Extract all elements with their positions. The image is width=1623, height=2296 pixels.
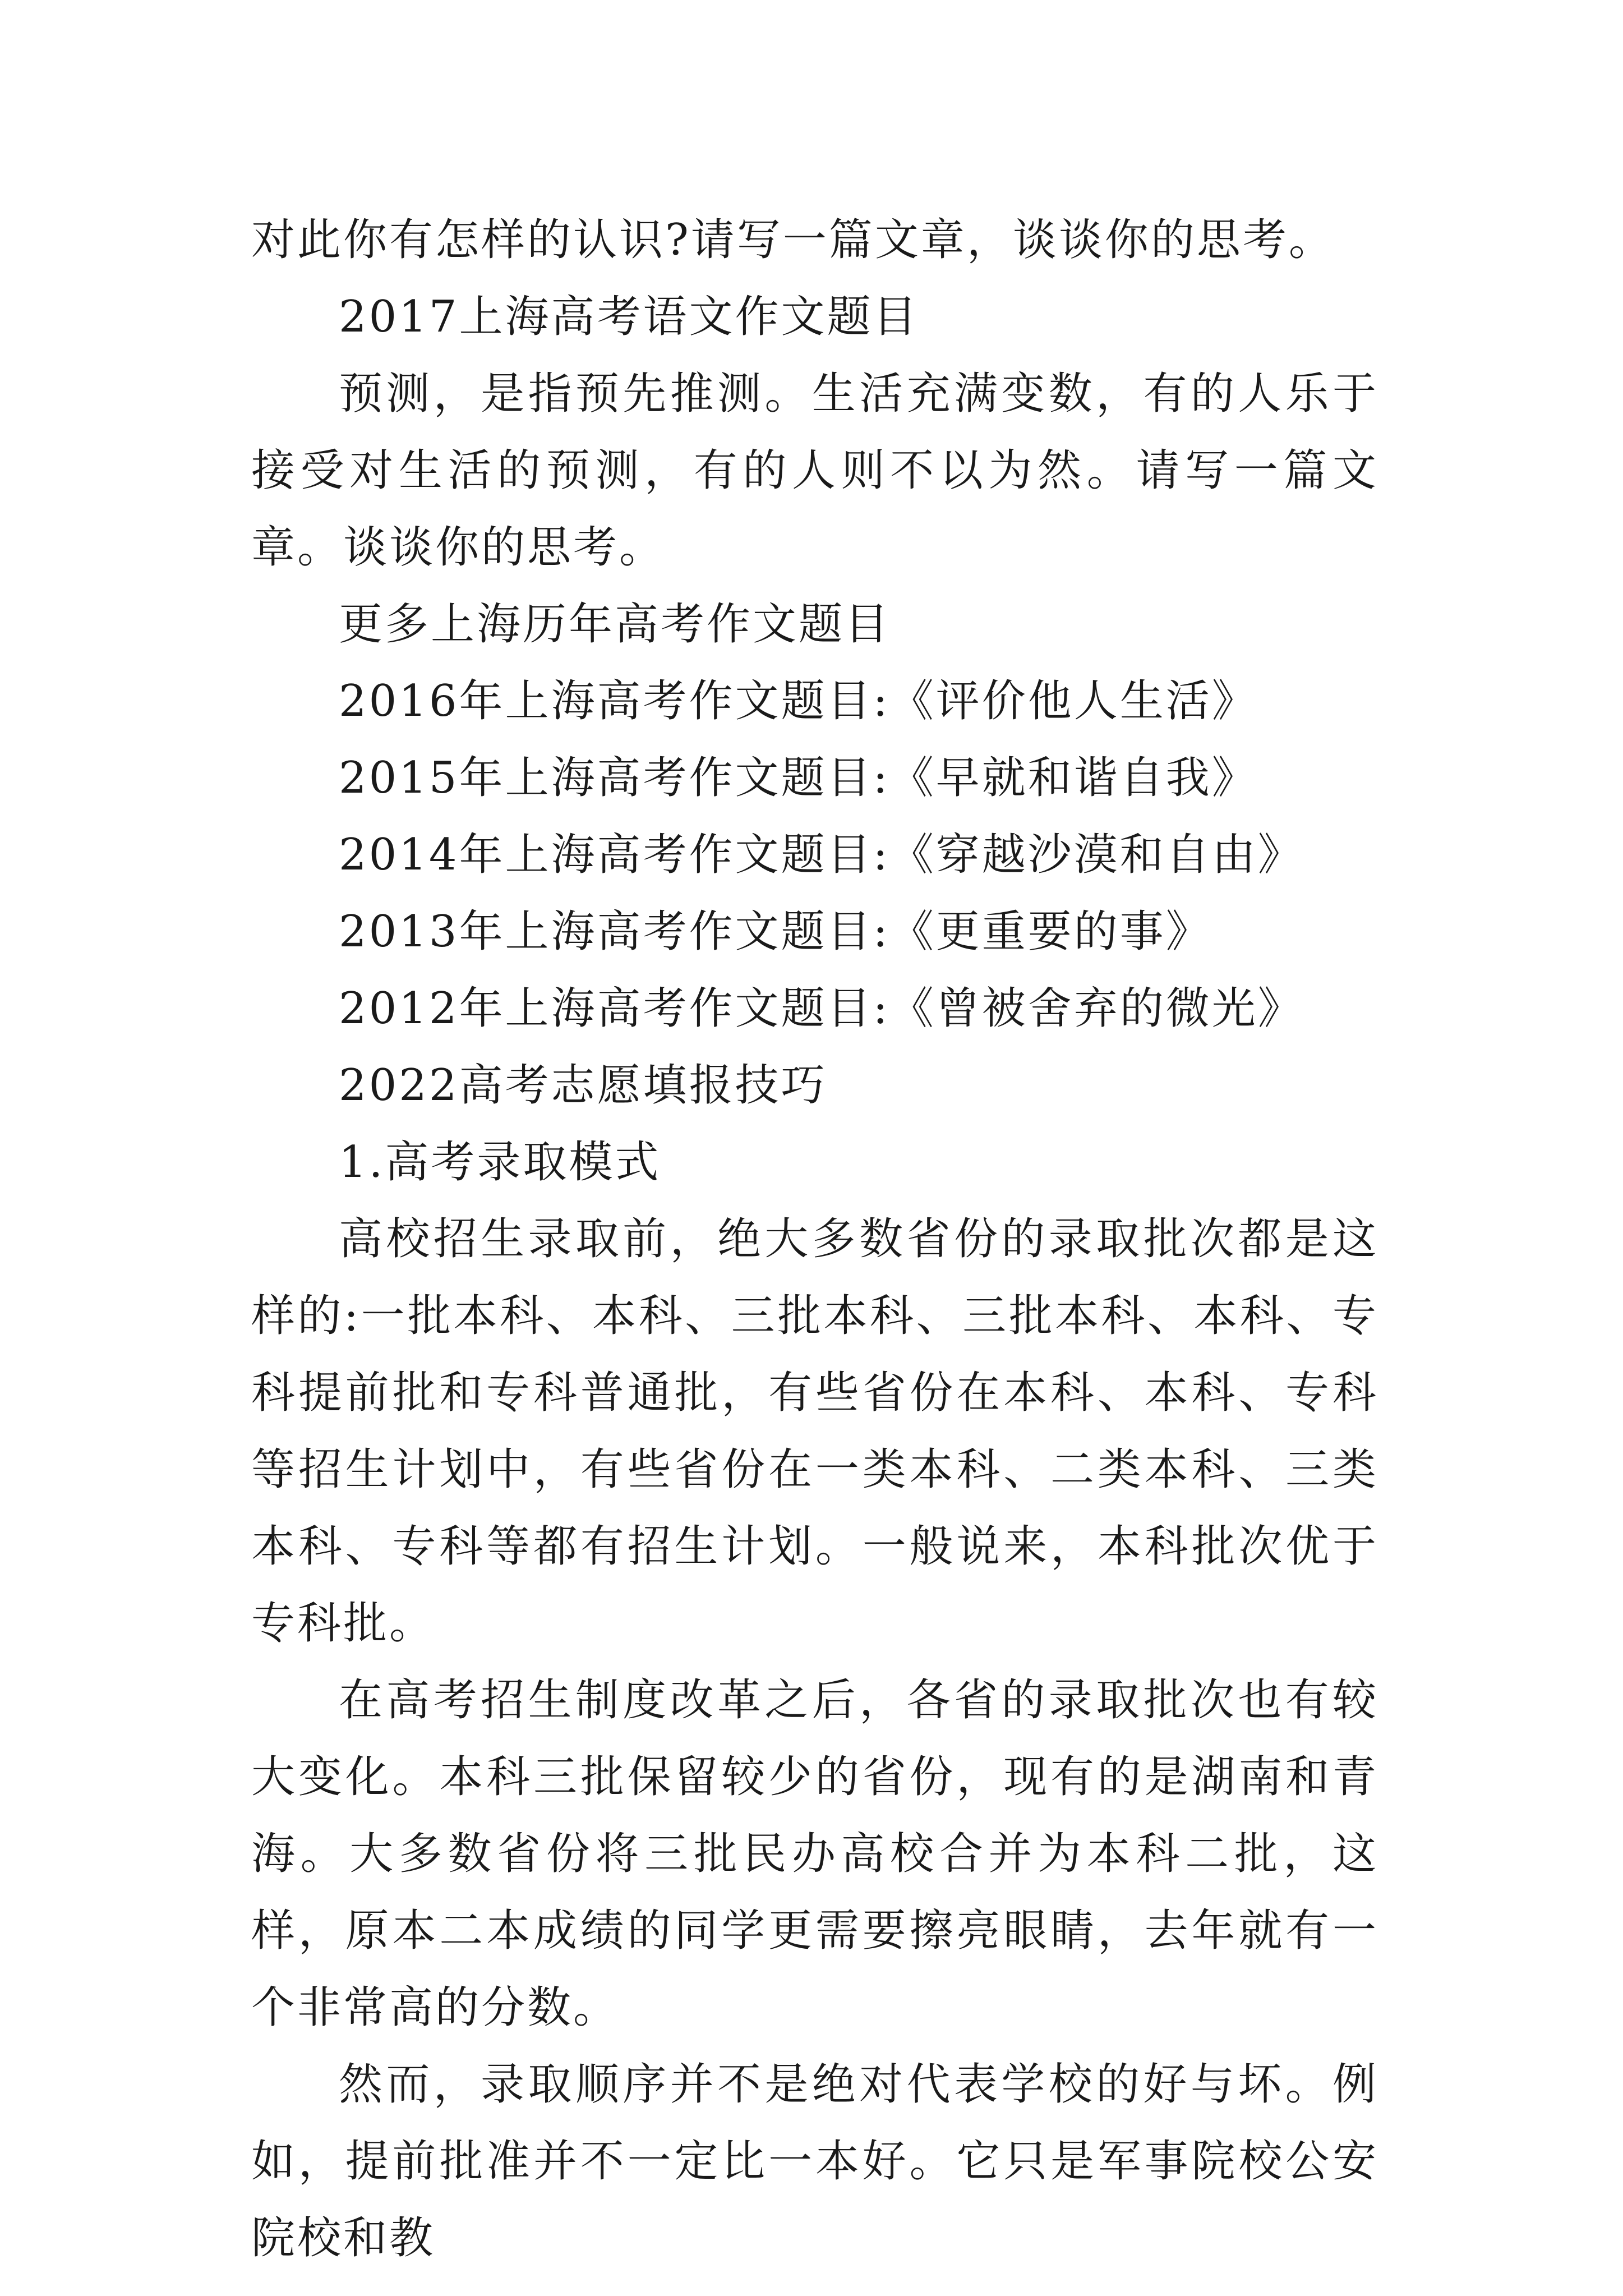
- heading-admission-mode: 1.高考录取模式: [339, 1137, 661, 1188]
- paragraph-reform: 在高考招生制度改革之后，各省的录取批次也有较大变化。本科三批保留较少的省份，现有的是湖南和青海。大多数省份将三批民办高校合并为本科二批，这样，原本二本成绩的同学更需要擦亮眼睛，去年就有一个非常高的分数。: [251, 1675, 1378, 2033]
- heading-more-topics: 更多上海历年高考作文题目: [339, 599, 891, 650]
- heading-2017-topic: 2017上海高考语文作文题目: [339, 292, 919, 342]
- paragraph-batches: 高校招生录取前，绝大多数省份的录取批次都是这样的:一批本科、本科、三批本科、三批本科、本科、专科提前批和专科普通批，有些省份在本科、本科、专科等招生计划中，有些省份在一类本科、二类本科、三类本科、专科等都有招生计划。一般说来，本科批次优于专科批。: [251, 1214, 1378, 1649]
- list-item-2013: 2013年上海高考作文题目:《更重要的事》: [339, 907, 1212, 957]
- paragraph-question: 对此你有怎样的认识?请写一篇文章，谈谈你的思考。: [251, 215, 1335, 265]
- list-item-2012: 2012年上海高考作文题目:《曾被舍弃的微光》: [339, 983, 1304, 1034]
- paragraph-order: 然而，录取顺序并不是绝对代表学校的好与坏。例如，提前批准并不一定比一本好。它只是军事院校公安院校和教: [251, 2059, 1378, 2263]
- paragraph-2017-topic: 预测，是指预先推测。生活充满变数，有的人乐于接受对生活的预测，有的人则不以为然。请写一篇文章。谈谈你的思考。: [251, 369, 1378, 573]
- document-body: [251, 202, 1378, 2277]
- list-item-2014: 2014年上海高考作文题目:《穿越沙漠和自由》: [339, 830, 1304, 880]
- list-item-2015: 2015年上海高考作文题目:《早就和谐自我》: [339, 753, 1258, 803]
- heading-2022-tips: 2022高考志愿填报技巧: [339, 1060, 827, 1111]
- list-item-2016: 2016年上海高考作文题目:《评价他人生活》: [339, 676, 1258, 726]
